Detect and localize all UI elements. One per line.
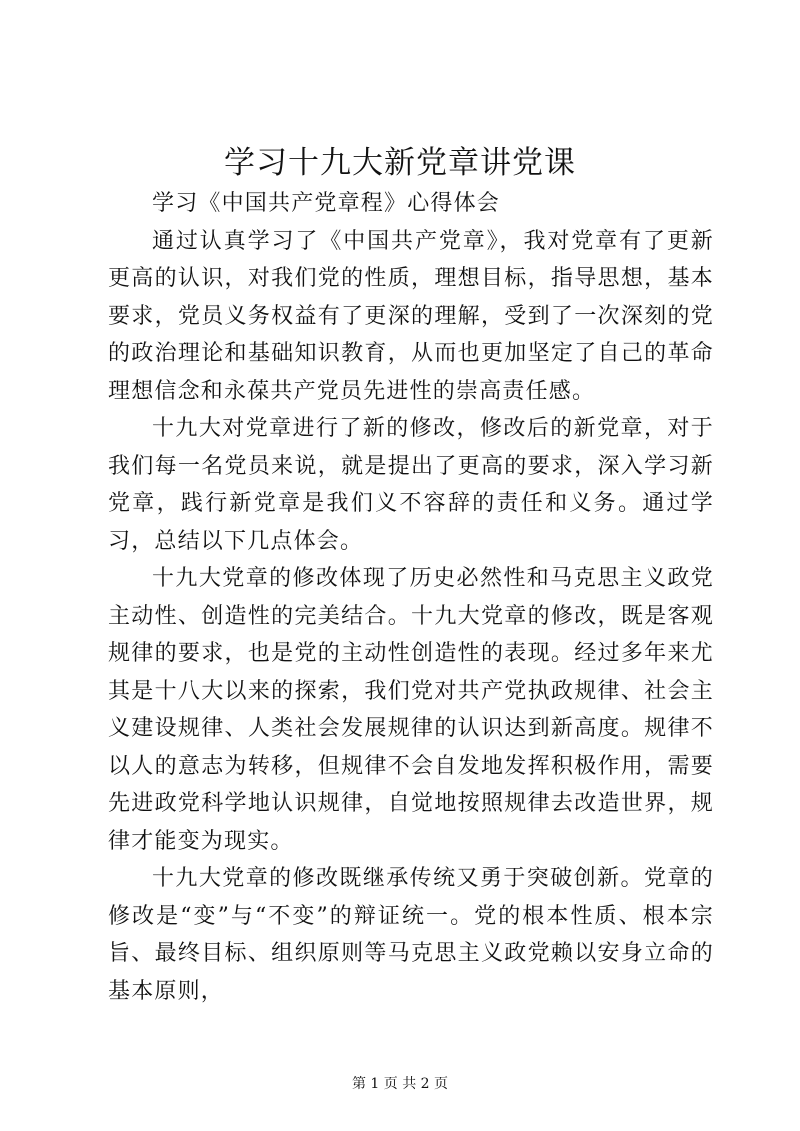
paragraph-subtitle: 学习《中国共产党章程》心得体会 [152,191,501,216]
paragraph-4: 十九大党章的修改既继承传统又勇于突破创新。党章的修改是“变”与“不变”的辩证统一。党的根本性质、根本宗旨、最终目标、组织原则等马克思主义政党赖以安身立命的基本原则， [108,866,714,1004]
page-indicator: 第 1 页 共 2 页 [351,1076,449,1092]
page-footer [0,1074,800,1094]
paragraph-3: 十九大党章的修改体现了历史必然性和马克思主义政党主动性、创造性的完美结合。十九大党章的修改，既是客观规律的要求，也是党的主动性创造性的表现。经过多年来尤其是十八大以来的探索，我们党对共产党执政规律、社会主义建设规律、人类社会发展规律的认识达到新高度。规律不以人的意志为转移，但规律不会自发地发挥积极作用，需要先进政党科学地认识规律，自觉地按照规律去改造世界，规律才能变为现实。 [108,566,714,854]
document-title: 学习十九大新党章讲党课 [224,145,576,181]
paragraph-1: 通过认真学习了《中国共产党章》，我对党章有了更新更高的认识，对我们党的性质，理想目标，指导思想，基本要求，党员义务权益有了更深的理解，受到了一次深刻的党的政治理论和基础知识教育，从而也更加坚定了自己的革命理想信念和永葆共产党员先进性的崇高责任感。 [108,228,714,404]
document-body [108,185,714,1010]
paragraph-2: 十九大对党章进行了新的修改，修改后的新党章，对于我们每一名党员来说，就是提出了更高的要求，深入学习新党章，践行新党章是我们义不容辞的责任和义务。通过学习，总结以下几点体会。 [108,416,714,554]
